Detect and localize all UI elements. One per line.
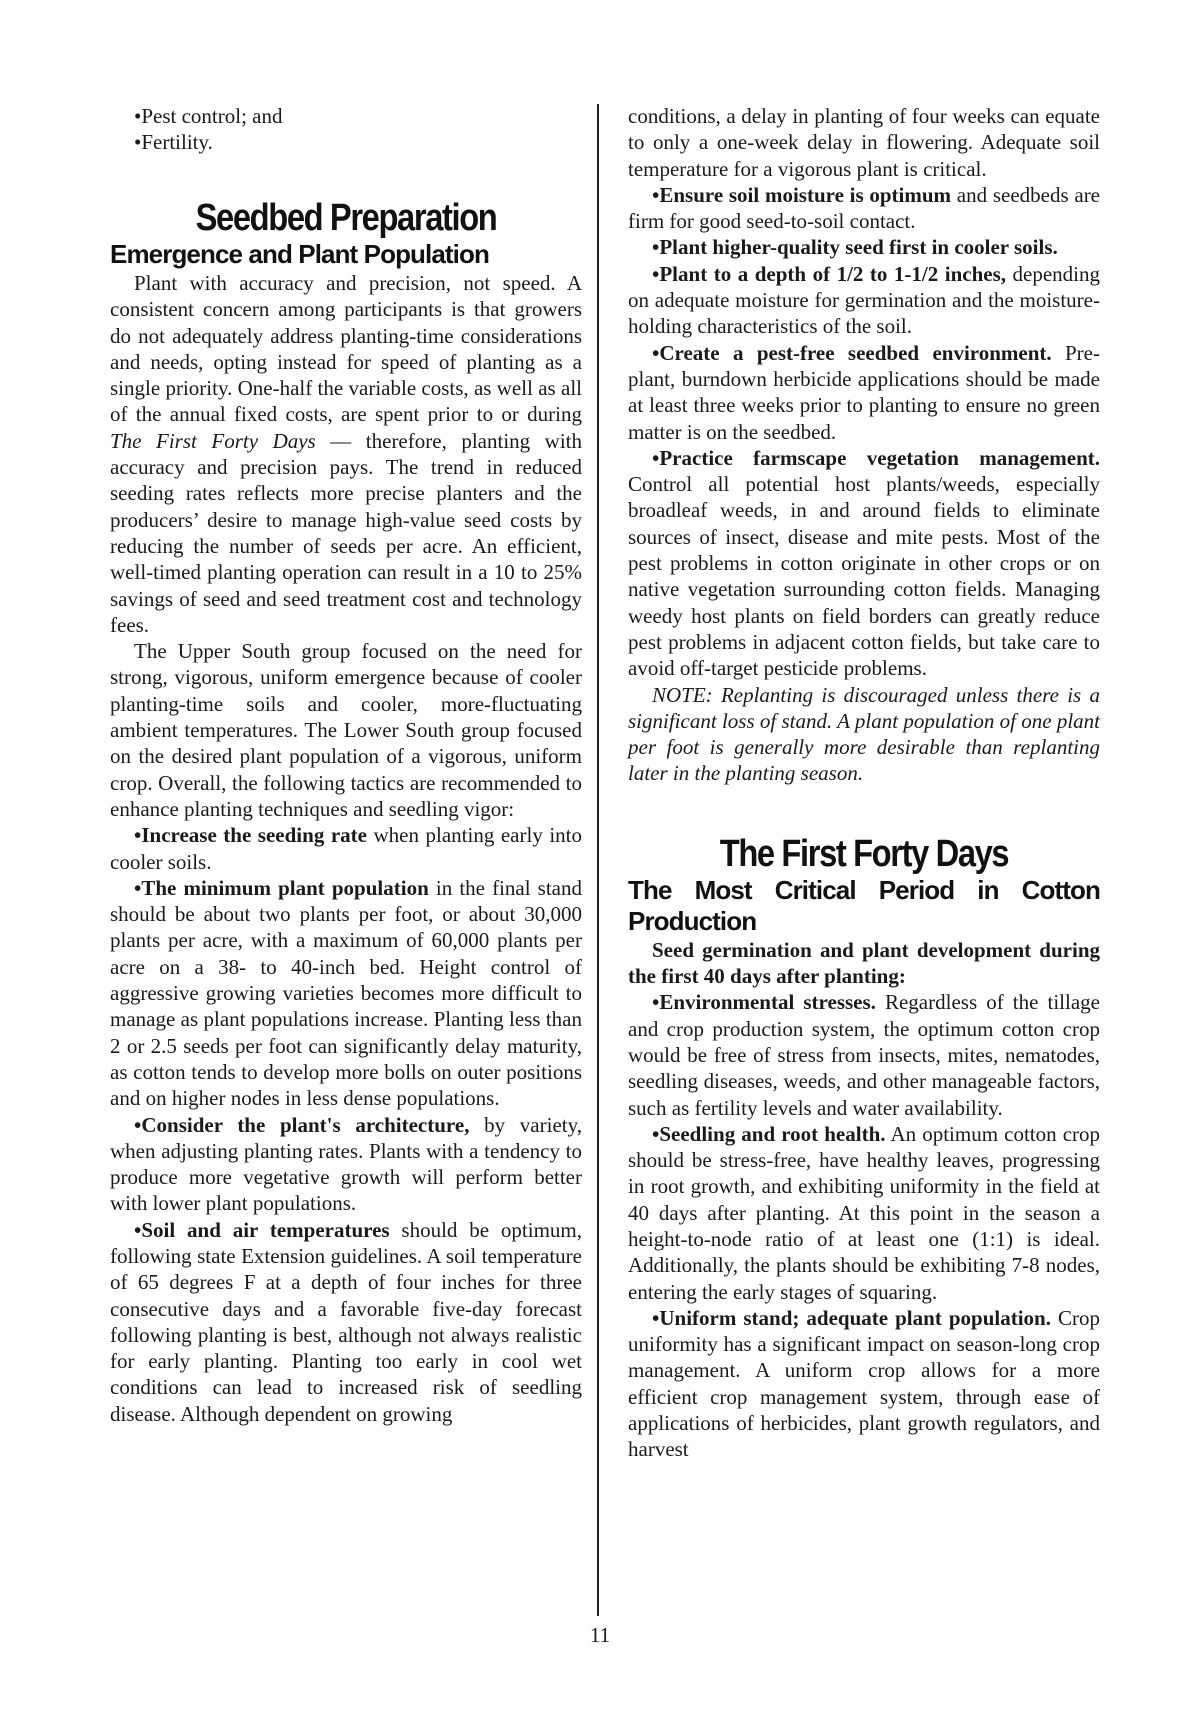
tactic-seeding-rate: •Increase the seeding rate when planting early into cooler soils. (110, 823, 583, 874)
tactic-soil-moisture: •Ensure soil moisture is optimum and seedbeds are firm for good seed-to-soil contact. (628, 182, 1101, 234)
section-heading-first-forty-days: The First Forty Days (719, 832, 1009, 875)
tactic-temperatures: •Soil and air temperatures should be optimum, following state Extension guidelines. A soil temperature of 65 degrees F at a depth of four inches for three consecutive days and a favorable five-day forecast following planting is best, although not always realistic for early planting. Planting too early in cool wet conditions can lead to increased risk of seedling disease. Although dependent on growing (110, 1217, 583, 1426)
section-heading-seedbed: Seedbed Preparation (195, 197, 497, 239)
tactic-pest-free-seedbed: •Create a pest-free seedbed environment. Pre-plant, burndown herbicide applications should be made at least three weeks prior to planting to ensure no green matter is on the seedbed. (628, 340, 1100, 444)
page-number: 11 (589, 1623, 611, 1647)
subheading-critical-period: The Most Critical Period in Cotton Production (628, 874, 1100, 936)
paragraph-continuation: conditions, a delay in planting of four weeks can equate to only a one-week delay in flowering. Adequate soil temperature for a vigorous plant is critical. (628, 104, 1100, 181)
bullet-fertility: •Fertility. (134, 130, 213, 154)
tactic-plant-architecture: •Consider the plant's architecture, by variety, when adjusting planting rates. Plants with a tendency to produce more vegetative growth will perform better with lower plant populations. (110, 1112, 582, 1216)
factor-seedling-root-health: •Seedling and root health. An optimum cotton crop should be stress-free, have healthy leaves, progressing in root growth, and exhibiting uniformity in the field at 40 days after planting. At this point in the season a height-to-node ratio of at least one (1:1) is ideal. Additionally, the plants should be exhibiting 7-8 nodes, entering the early stages of squaring. (628, 1121, 1101, 1304)
bullet-list (110, 103, 582, 155)
paragraph-regions: The Upper South group focused on the need for strong, vigorous, uniform emergence because of cooler planting-time soils and cooler, more-fluctuating ambient temperatures. The Lower South group focused on the desired plant population of a vigorous, uniform crop. Overall, the following tactics are recommended to enhance planting techniques and seedling vigor: (110, 639, 582, 821)
lead-statement: Seed germination and plant development during the first 40 days after planting: (628, 937, 1100, 989)
subheading-emergence: Emergence and Plant Population (110, 239, 489, 269)
replanting-note: NOTE: Replanting is discouraged unless there is a significant loss of stand. A plant population of one plant per foot is generally more desirable than replanting later in the planting season. (628, 682, 1100, 786)
right-column (628, 103, 1100, 1463)
column-divider (597, 104, 599, 1616)
bullet-pest-control: •Pest control; and (134, 104, 283, 128)
tactic-planting-depth: •Plant to a depth of 1/2 to 1-1/2 inches, depending on adequate moisture for germination and the moisture-holding characteristics of the soil. (628, 261, 1101, 339)
factor-environmental-stresses: •Environmental stresses. Regardless of the tillage and crop production system, the optimum cotton crop would be free of stress from insects, mites, nematodes, seedling diseases, weeds, and other manageable factors, such as fertility levels and water availability. (628, 990, 1100, 1120)
tactic-seed-quality: •Plant higher-quality seed first in cooler soils. (652, 235, 1058, 260)
tactic-farmscape: •Practice farmscape vegetation management. Control all potential host plants/weeds, especially broadleaf weeds, in and around fields to eliminate sources of insect, disease and mite pests. Most of the pest problems in cotton originate in other crops or on native vegetation surrounding cotton fields. Managing weedy host plants on field borders can greatly reduce pest problems in adjacent cotton fields, but take care to avoid off-target pesticide problems. (628, 445, 1100, 681)
tactic-plant-population: •The minimum plant population in the final stand should be about two plants per foot, or about 30,000 plants per acre, with a maximum of 60,000 plants per acre on a 38- to 40-inch bed. Height control of aggressive growing varieties becomes more difficult to manage as plant populations increase. Planting less than 2 or 2.5 seeds per foot can significantly delay maturity, as cotton tends to develop more bolls on outer positions and on higher nodes in less dense populations. (110, 875, 582, 1111)
paragraph-intro: Plant with accuracy and precision, not speed. A consistent concern among participants is that growers do not adequately address planting-time considerations and needs, opting instead for speed of planting as a single priority. One-half the variable costs, as well as all of the annual fixed costs, are spent prior to or during The First Forty Days — therefore, planting with accuracy and precision pays. The trend in reduced seeding rates reflects more precise planters and the producers’ desire to manage high-value seed costs by reducing the number of seeds per acre. An efficient, well-timed planting operation can result in a 10 to 25% savings of seed and seed treatment cost and technology fees. (110, 271, 583, 637)
left-column (110, 103, 582, 1427)
factor-uniform-stand: •Uniform stand; adequate plant population. Crop uniformity has a significant impact on season-long crop management. A uniform crop allows for a more efficient crop management system, through ease of applications of herbicides, plant growth regulators, and harvest (628, 1305, 1100, 1462)
